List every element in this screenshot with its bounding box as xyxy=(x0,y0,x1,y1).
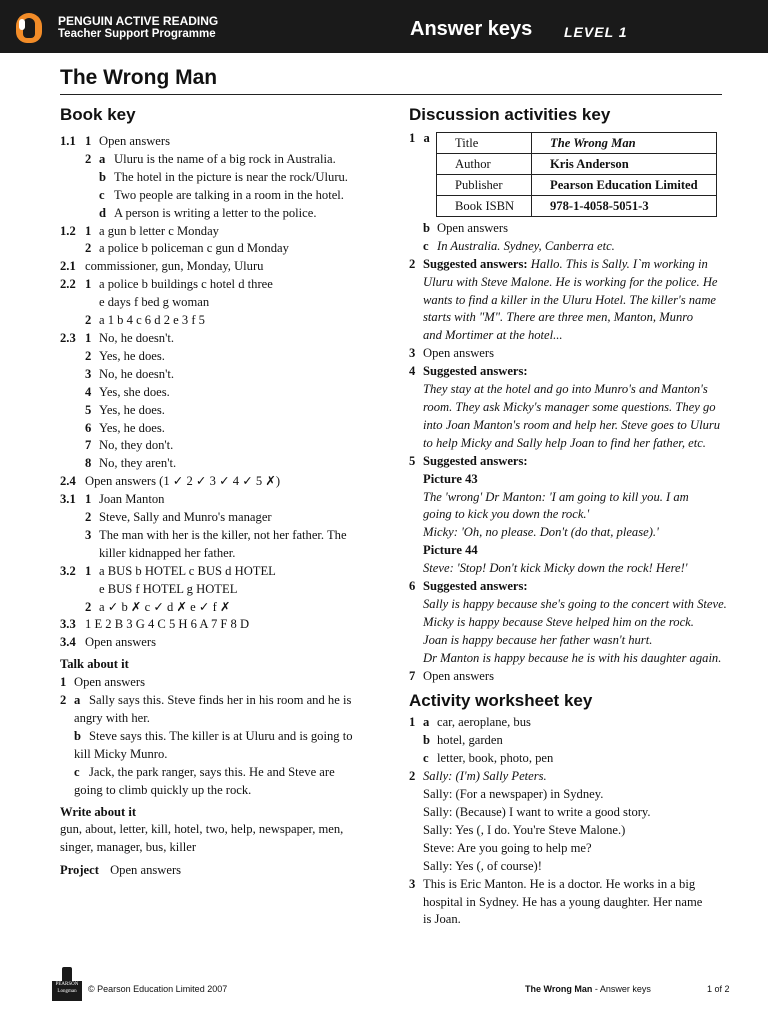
header-bar xyxy=(0,0,768,53)
answer-text: commissioner, gun, Monday, Uluru xyxy=(85,259,264,274)
q1-letter: a xyxy=(423,131,430,145)
write-line1: gun, about, letter, kill, hotel, two, help, newspaper, men, xyxy=(60,822,344,837)
q4-label xyxy=(409,363,729,381)
q3-line xyxy=(409,345,729,363)
book-key-line xyxy=(60,312,380,330)
item-number: 2 xyxy=(85,151,92,166)
answer-text: killer kidnapped her father. xyxy=(99,545,236,560)
worksheet-line xyxy=(423,858,729,876)
item-number: 6 xyxy=(409,579,416,594)
q1-number: 1 xyxy=(409,131,416,145)
answer-text: Open answers (1 ✓ 2 ✓ 3 ✓ 4 ✓ 5 ✗) xyxy=(85,474,281,489)
book-key-line xyxy=(60,563,380,581)
book-key-line xyxy=(60,545,380,563)
info-row xyxy=(437,174,717,195)
write-heading: Write about it xyxy=(60,804,137,819)
answer-line: Joan is happy because her father wasn't hurt. xyxy=(423,632,653,647)
answer-text: This is Eric Manton. He is a doctor. He works in a big xyxy=(423,876,696,891)
answer-text: Yes, he does. xyxy=(99,402,165,417)
answer-text: In Australia. Sydney, Canberra etc. xyxy=(437,238,615,253)
book-key-line xyxy=(60,616,380,634)
answer-text: e BUS f HOTEL g HOTEL xyxy=(99,581,238,596)
talk-line xyxy=(60,764,380,782)
item-number: 3 xyxy=(409,876,416,891)
answer-line: They stay at the hotel and go into Munro's and Manton's xyxy=(423,382,708,397)
info-label: Book ISBN xyxy=(437,195,532,216)
answer-text: Yes, he does. xyxy=(99,348,165,363)
worksheet-line xyxy=(409,876,729,894)
item-number: 2 xyxy=(409,769,416,784)
answer-text: Yes, he does. xyxy=(99,420,165,435)
book-key-line xyxy=(60,169,380,187)
section-number: 2.4 xyxy=(60,474,76,489)
item-number: 1 xyxy=(60,675,67,690)
answer-line: starts with "M". There are three men, Manton, Munro xyxy=(423,310,694,325)
q2-line xyxy=(409,256,729,274)
answer-text: is Joan. xyxy=(423,912,461,927)
answer-text: No, they aren't. xyxy=(99,456,177,471)
item-number: 1 xyxy=(85,563,92,578)
brand-line1: PENGUIN ACTIVE READING xyxy=(58,14,219,28)
book-key-lines xyxy=(60,133,380,652)
item-number: 8 xyxy=(85,456,92,471)
item-number: 7 xyxy=(85,438,92,453)
item-number: 4 xyxy=(85,384,92,399)
item-letter: c xyxy=(423,751,429,766)
answer-text: hotel, garden xyxy=(437,733,503,748)
project-label: Project xyxy=(60,863,99,878)
item-letter: c xyxy=(74,764,80,779)
item-letter: c xyxy=(99,187,105,202)
picture-label: Picture 44 xyxy=(423,543,478,558)
item-number: 2 xyxy=(85,599,92,614)
item-number: 3 xyxy=(409,346,416,361)
page-number: 1 of 2 xyxy=(707,984,730,994)
footer-book xyxy=(525,984,651,994)
item-number: 2 xyxy=(85,510,92,525)
item-number: 4 xyxy=(409,364,416,379)
pearson-logo-icon xyxy=(52,967,82,1001)
answer-text: Hallo. This is Sally. I`m working in xyxy=(527,256,708,271)
answer-text: angry with her. xyxy=(74,711,150,725)
info-label: Author xyxy=(437,153,532,174)
book-key-line xyxy=(60,151,380,169)
book-key-line xyxy=(60,330,380,348)
talk-line xyxy=(60,710,380,728)
answer-keys-title: Answer keys xyxy=(410,18,533,40)
answer-text: Steve: Are you going to help me? xyxy=(423,840,592,855)
talk-line xyxy=(60,728,380,746)
suggested-label: Suggested answers: xyxy=(423,579,528,594)
answer-text: car, aeroplane, bus xyxy=(437,715,531,730)
answer-line: Uluru with Steve Malone. He is working for the police. He xyxy=(423,274,718,289)
item-number: 2 xyxy=(409,256,416,271)
section-number: 3.4 xyxy=(60,635,76,650)
title-divider xyxy=(60,94,722,95)
worksheet-heading: Activity worksheet key xyxy=(409,691,593,711)
book-key-line xyxy=(60,491,380,509)
answer-line: to help Micky and Sally help Joan to find her father, etc. xyxy=(423,435,706,450)
answer-text: a ✓ b ✗ c ✓ d ✗ e ✓ f ✗ xyxy=(99,599,231,614)
answer-text: Sally: Yes (, of course)! xyxy=(423,858,542,873)
section-number: 3.3 xyxy=(60,617,76,632)
answer-text: Open answers xyxy=(85,635,156,650)
item-number: 1 xyxy=(85,223,92,238)
answer-text: e days f bed g woman xyxy=(99,295,210,310)
suggested-label: Suggested answers: xyxy=(423,256,528,271)
answer-text: Sally says this. Steve finds her in his room and he is xyxy=(89,693,352,708)
book-key-line xyxy=(60,402,380,420)
item-label: c xyxy=(423,238,429,253)
answer-text: hospital in Sydney. He has a young daughter. Her name xyxy=(423,894,703,909)
answer-text: The man with her is the killer, not her father. The xyxy=(99,527,347,542)
copyright: © Pearson Education Limited 2007 xyxy=(88,984,228,994)
answer-line: The 'wrong' Dr Manton: 'I am going to kill you. I am xyxy=(423,489,689,504)
section-number: 1.2 xyxy=(60,223,76,238)
answer-text: a police b buildings c hotel d three xyxy=(99,277,273,292)
worksheet-line xyxy=(423,786,729,804)
worksheet-line xyxy=(423,732,729,750)
info-value: Kris Anderson xyxy=(532,153,717,174)
section-number: 1.1 xyxy=(60,134,76,148)
worksheet-line xyxy=(409,768,729,786)
item-number: 2 xyxy=(85,313,92,328)
picture-label: Picture 43 xyxy=(423,471,478,486)
item-number: 2 xyxy=(85,348,92,363)
book-key-line xyxy=(60,258,380,276)
answer-text: Open answers xyxy=(423,668,494,683)
book-key-line xyxy=(60,473,380,491)
book-key-line xyxy=(60,599,380,617)
answer-text: No, he doesn't. xyxy=(99,366,175,381)
answer-text: Steve, Sally and Munro's manager xyxy=(99,510,272,525)
answer-line: room. They ask Micky's manager some questions. They go xyxy=(423,399,716,414)
item-number: 2 xyxy=(60,693,67,708)
section-number: 3.1 xyxy=(60,492,76,507)
worksheet-line xyxy=(423,750,729,768)
item-number: 6 xyxy=(85,420,92,435)
footer-suffix: - Answer keys xyxy=(592,984,651,994)
worksheet-line xyxy=(423,804,729,822)
talk-lines xyxy=(60,674,380,799)
answer-text: letter, book, photo, pen xyxy=(437,751,554,766)
answer-text: A person is writing a letter to the police. xyxy=(114,205,317,220)
book-key-line xyxy=(60,420,380,438)
section-number: 3.2 xyxy=(60,563,76,578)
talk-line xyxy=(60,782,380,800)
answer-line: Dr Manton is happy because he is with his daughter again. xyxy=(423,650,722,665)
section-number: 2.3 xyxy=(60,330,76,345)
answer-text: Open answers xyxy=(74,675,145,690)
item-number: 5 xyxy=(409,453,416,468)
brand-line2: Teacher Support Programme xyxy=(58,28,216,40)
answer-text: Open answers xyxy=(423,346,494,361)
book-key-line xyxy=(60,384,380,402)
item-number: 1 xyxy=(409,715,416,730)
worksheet-line xyxy=(423,840,729,858)
book-key-line xyxy=(60,366,380,384)
answer-line: Steve: 'Stop! Don't kick Micky down the rock! Here!' xyxy=(423,561,688,576)
answer-line: going to kick you down the rock.' xyxy=(423,507,590,522)
book-key-line xyxy=(60,527,380,545)
item-number: 5 xyxy=(85,402,92,417)
book-key-line xyxy=(60,455,380,473)
discussion-heading: Discussion activities key xyxy=(409,105,611,124)
answer-text: Sally: (I'm) Sally Peters. xyxy=(423,769,547,784)
book-key-line xyxy=(60,348,380,366)
worksheet-line xyxy=(423,822,729,840)
item-number: 7 xyxy=(409,668,416,683)
item-number: 1 xyxy=(85,277,92,292)
item-letter: b xyxy=(423,733,431,748)
item-number: 1 xyxy=(85,492,92,507)
q5-label xyxy=(409,453,729,471)
item-letter: a xyxy=(423,715,430,730)
book-key-line xyxy=(60,276,380,294)
item-number: 1 xyxy=(85,134,92,148)
talk-line xyxy=(60,674,380,692)
answer-text: going to climb quickly up the rock. xyxy=(74,782,252,797)
book-key-heading: Book key xyxy=(60,105,136,124)
info-label: Publisher xyxy=(437,174,532,195)
answer-text: Jack, the park ranger, says this. He and Steve are xyxy=(89,764,335,779)
book-key-line xyxy=(60,509,380,527)
book-key-line xyxy=(60,133,380,151)
q1b-line xyxy=(423,220,729,238)
answer-text: a police b policeman c gun d Monday xyxy=(99,241,289,256)
section-number: 2.2 xyxy=(60,277,76,292)
answer-text: a BUS b HOTEL c BUS d HOTEL xyxy=(99,563,276,578)
worksheet-line xyxy=(423,894,729,912)
footer-book-title: The Wrong Man xyxy=(525,984,593,994)
suggested-label: Suggested answers: xyxy=(423,364,528,379)
item-letter: a xyxy=(99,151,106,166)
discussion-body xyxy=(409,220,729,686)
suggested-label: Suggested answers: xyxy=(423,453,528,468)
answer-text: No, they don't. xyxy=(99,438,174,453)
answer-text: a gun b letter c Monday xyxy=(99,223,219,238)
answer-text: No, he doesn't. xyxy=(99,330,175,345)
answer-line: and Mortimer at the hotel... xyxy=(423,328,563,343)
item-number: 2 xyxy=(85,241,92,256)
answer-text: Uluru is the name of a big rock in Australia. xyxy=(114,151,336,166)
project-text: Open answers xyxy=(110,863,182,878)
pearson-logo-text: PEARSON Longman xyxy=(52,981,82,1001)
answer-text: Open answers xyxy=(99,134,170,148)
item-letter: b xyxy=(99,169,107,184)
book-key-line xyxy=(60,581,380,599)
answer-text: Sally: (Because) I want to write a good story. xyxy=(423,805,651,819)
book-key-line xyxy=(60,205,380,223)
info-value: The Wrong Man xyxy=(532,132,717,153)
answer-line: Sally is happy because she's going to the concert with Steve. xyxy=(423,596,727,611)
q7-line xyxy=(409,668,729,686)
answer-text: Two people are talking in a room in the hotel. xyxy=(114,187,344,202)
answer-text: Joan Manton xyxy=(99,492,165,507)
answer-text: 1 E 2 B 3 G 4 C 5 H 6 A 7 F 8 D xyxy=(85,617,250,632)
write-line2: singer, manager, bus, killer xyxy=(60,840,197,855)
book-key-line xyxy=(60,294,380,312)
book-key-column xyxy=(60,103,380,880)
answer-text: kill Micky Munro. xyxy=(74,746,168,761)
answer-text: Open answers xyxy=(437,220,508,235)
answer-text: Sally: (For a newspaper) in Sydney. xyxy=(423,787,604,802)
brand xyxy=(58,15,218,41)
info-row xyxy=(437,195,717,216)
worksheet-body xyxy=(409,714,729,929)
page-title: The Wrong Man xyxy=(60,66,218,89)
item-letter: a xyxy=(74,693,81,708)
book-key-line xyxy=(60,437,380,455)
answer-line: Micky: 'Oh, no please. Don't (do that, please).' xyxy=(423,525,659,540)
item-number: 3 xyxy=(85,527,92,542)
info-row xyxy=(437,153,717,174)
answer-text: The hotel in the picture is near the rock/Uluru. xyxy=(114,169,348,184)
item-letter: b xyxy=(74,728,82,743)
answer-text: Steve says this. The killer is at Uluru and is going to xyxy=(89,728,353,743)
answer-line: Micky is happy because Steve helped him on the rock. xyxy=(423,614,694,629)
item-label: b xyxy=(423,220,431,235)
q1-header xyxy=(409,130,729,148)
book-key-line xyxy=(60,240,380,258)
answer-text: a 1 b 4 c 6 d 2 e 3 f 5 xyxy=(99,313,205,328)
answer-line: wants to find a killer in the Uluru Hotel. The killer's name xyxy=(423,292,717,307)
info-value: 978-1-4058-5051-3 xyxy=(532,195,717,216)
penguin-logo-icon xyxy=(16,13,42,43)
answer-text: Sally: Yes (, I do. You're Steve Malone.) xyxy=(423,822,626,837)
item-number: 3 xyxy=(85,366,92,381)
answer-text: Yes, she does. xyxy=(99,384,170,399)
worksheet-line xyxy=(409,714,729,732)
book-key-line xyxy=(60,634,380,652)
q1c-line xyxy=(423,238,729,256)
info-value: Pearson Education Limited xyxy=(532,174,717,195)
answer-line: into Joan Manton's room and help her. Steve goes to Uluru xyxy=(423,417,721,432)
book-key-line xyxy=(60,187,380,205)
project-line xyxy=(60,862,380,880)
book-key-line xyxy=(60,223,380,241)
discussion-column xyxy=(409,103,729,929)
talk-line xyxy=(60,746,380,764)
q6-label xyxy=(409,578,729,596)
level-label: LEVEL 1 xyxy=(564,24,628,40)
info-label: Title xyxy=(437,132,532,153)
item-number: 1 xyxy=(85,330,92,345)
talk-heading: Talk about it xyxy=(60,657,129,672)
worksheet-line xyxy=(423,911,729,929)
item-letter: d xyxy=(99,205,107,220)
talk-line xyxy=(60,692,380,710)
section-number: 2.1 xyxy=(60,259,76,274)
